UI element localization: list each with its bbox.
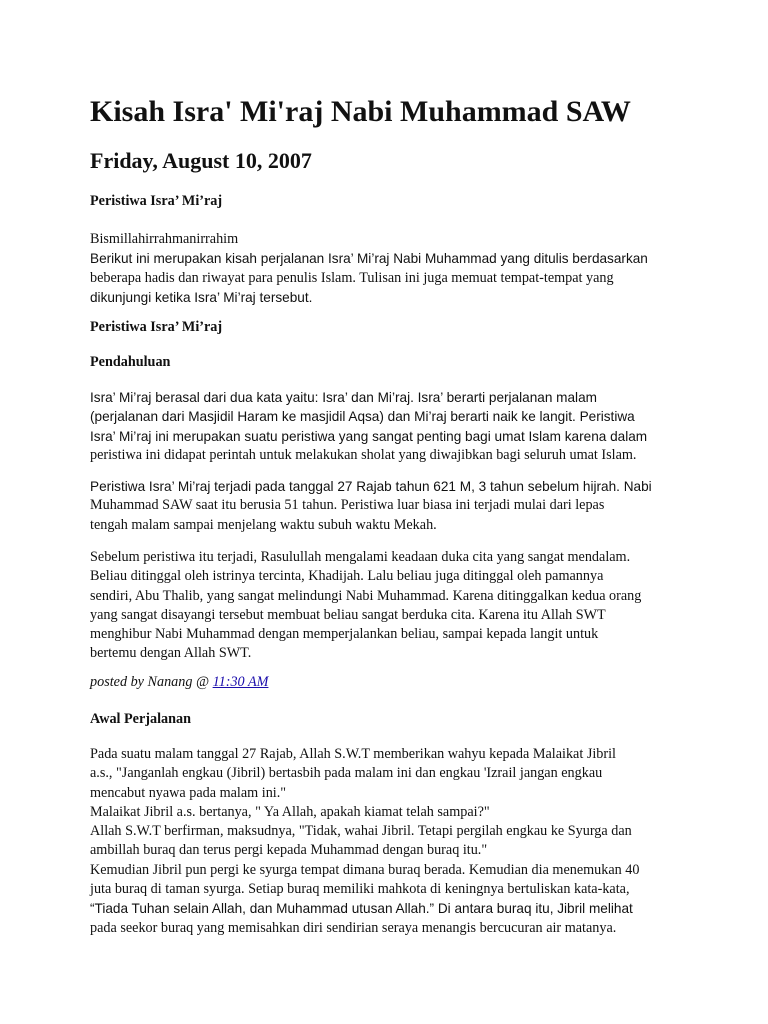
paragraph-1: Isra’ Mi’raj berasal dari dua kata yaitu: Isra’ dan Mi’raj. Isra’ berarti perjalanan malam (perjalanan dari Masjidil Haram ke masjidil Aqsa) dan Mi’raj berarti naik ke langit. Peristiwa Isra’ Mi’raj ini merupakan suatu peristiwa yang sangat penting bagi umat Islam karena dalam peristiwa ini didapat perintah untuk melakukan sholat yang diwajibkan bagi seluruh umat Islam. [90,390,648,463]
post2-heading: Awal Perjalanan [90,711,192,727]
section-heading: Peristiwa Isra’ Mi’raj [90,319,223,335]
paragraph-2: Peristiwa Isra’ Mi’raj terjadi pada tanggal 27 Rajab tahun 621 M, 3 tahun sebelum hijrah. Nabi Muhammad SAW saat itu berusia 51 tahun. Peristiwa luar biasa ini terjadi mulai dari lepas tengah malam sampai menjelang waktu subuh waktu Mekah. [90,479,652,533]
section-heading-pendahuluan: Pendahuluan [90,354,171,370]
post-date: Friday, August 10, 2007 [90,148,312,173]
posted-by-label: posted by Nanang @ [90,674,213,690]
post2-body: Pada suatu malam tanggal 27 Rajab, Allah S.W.T memberikan wahyu kepada Malaikat Jibril a.s., "Janganlah engkau (Jibril) bertasbih pada malam ini dan engkau 'Izrail jangan engkau mencabut nyawa pada malam ini." Malaikat Jibril a.s. bertanya, " Ya Allah, apakah kiamat telah sampai?" Allah S.W.T berfirman, maksudnya, "Tidak, wahai Jibril. Tetapi pergilah engkau ke Syurga dan ambillah buraq dan terus pergi kepada Muhammad dengan buraq itu." Kemudian Jibril pun pergi ke syurga tempat dimana buraq berada. Kemudian dia menemukan 40 juta buraq di taman syurga. Setiap buraq memiliki mahkota di keningnya bertuliskan kata-kata, “Tiada Tuhan selain Allah, dan Muhammad utusan Allah.” Di antara buraq itu, Jibril melihat pada seekor buraq yang memisahkan diri sendirian seraya menangis bercucuran air matanya. [90,746,640,936]
post-permalink[interactable]: 11:30 AM [212,674,269,690]
paragraph-3: Sebelum peristiwa itu terjadi, Rasulullah mengalami keadaan duka cita yang sangat mendalam. Beliau ditinggal oleh istrinya tercinta, Khadijah. Lalu beliau juga ditinggal oleh pamannya sendiri, Abu Thalib, yang sangat melindungi Nabi Muhammad. Karena ditinggalkan kedua orang yang sangat disayangi tersebut membuat beliau sangat berduka cita. Karena itu Allah SWT menghibur Nabi Muhammad dengan memperjalankan beliau, sampai kepada langit untuk bertemu dengan Allah SWT. [90,549,642,662]
basmalah: Bismillahirrahmanirrahim [90,231,239,247]
post-subheading: Peristiwa Isra’ Mi’raj [90,193,223,209]
blog-title: Kisah Isra' Mi'raj Nabi Muhammad SAW [90,95,631,128]
post-footer [90,673,690,692]
intro-paragraph: Bismillahirrahmanirrahim Berikut ini merupakan kisah perjalanan Isra’ Mi’raj Nabi Muhammad yang ditulis berdasarkan beberapa hadis dan riwayat para penulis Islam. Tulisan ini juga memuat tempat-tempat yang dikunjungi ketika Isra’ Mi’raj tersebut. [90,230,690,307]
